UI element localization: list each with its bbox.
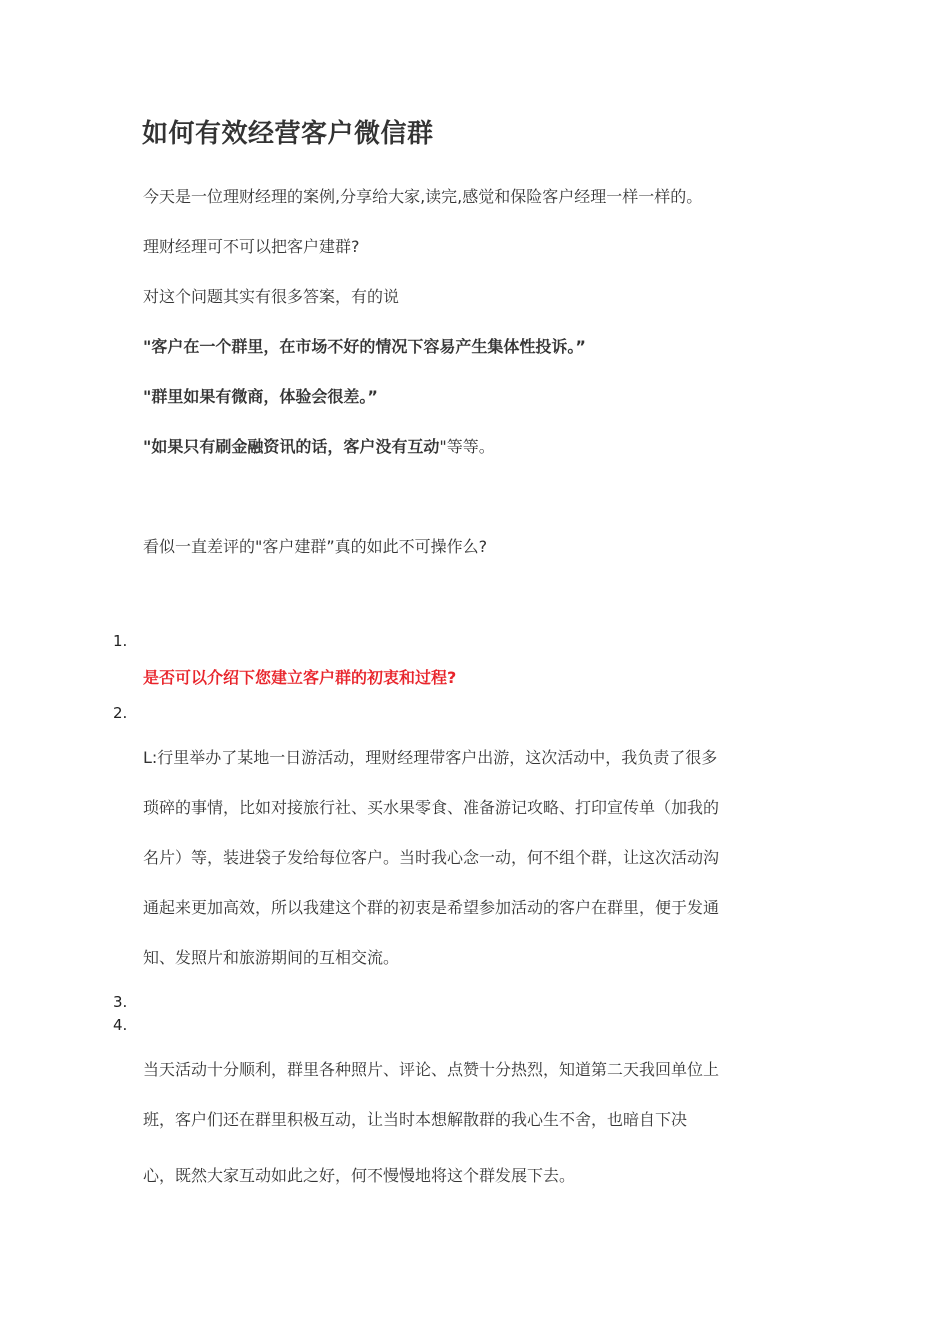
quote-wechat-merchant: "群里如果有微商，体验会很差。”: [143, 387, 378, 406]
section-question-heading: 是否可以介绍下您建立客户群的初衷和过程?: [143, 668, 457, 687]
answer-line: 琐碎的事情，比如对接旅行社、买水果零食、准备游记攻略、打印宣传单（加我的: [143, 798, 720, 817]
intro-paragraph: 今天是一位理财经理的案例,分享给大家,读完,感觉和保险客户经理一样一样的。: [143, 187, 703, 206]
followup-line: 心，既然大家互动如此之好，何不慢慢地将这个群发展下去。: [143, 1166, 576, 1185]
list-number-2: 2.: [113, 704, 128, 722]
quote-no-interaction: [143, 436, 495, 458]
quote-no-interaction-tail: "等等。: [439, 437, 495, 456]
list-number-4: 4.: [113, 1016, 128, 1034]
list-number-1: 1.: [113, 632, 128, 650]
seems-paragraph: 看似一直差评的"客户建群”真的如此不可操作么?: [143, 537, 488, 556]
answer-block: [143, 747, 803, 997]
answer-line: L:行里举办了某地一日游活动，理财经理带客户出游，这次活动中，我负责了很多: [143, 748, 718, 767]
answer-line: 知、发照片和旅游期间的互相交流。: [143, 948, 400, 967]
question-paragraph: 理财经理可不可以把客户建群?: [143, 237, 360, 256]
answers-intro-paragraph: 对这个问题其实有很多答案，有的说: [143, 287, 400, 306]
list-number-3: 3.: [113, 993, 128, 1011]
quote-no-interaction-bold: "如果只有刷金融资讯的话，客户没有互动: [143, 437, 440, 456]
followup-block: [143, 1059, 803, 1215]
followup-line: 班，客户们还在群里积极互动，让当时本想解散群的我心生不舍，也暗自下决: [143, 1110, 688, 1129]
article-title: 如何有效经营客户微信群: [142, 119, 434, 149]
answer-line: 通起来更加高效，所以我建这个群的初衷是希望参加活动的客户在群里，便于发通: [143, 898, 720, 917]
answer-line: 名片）等，装进袋子发给每位客户。当时我心念一动，何不组个群，让这次活动沟: [143, 848, 720, 867]
quote-complaint: "客户在一个群里，在市场不好的情况下容易产生集体性投诉。”: [143, 337, 586, 356]
followup-line: 当天活动十分顺利，群里各种照片、评论、点赞十分热烈，知道第二天我回单位上: [143, 1060, 720, 1079]
